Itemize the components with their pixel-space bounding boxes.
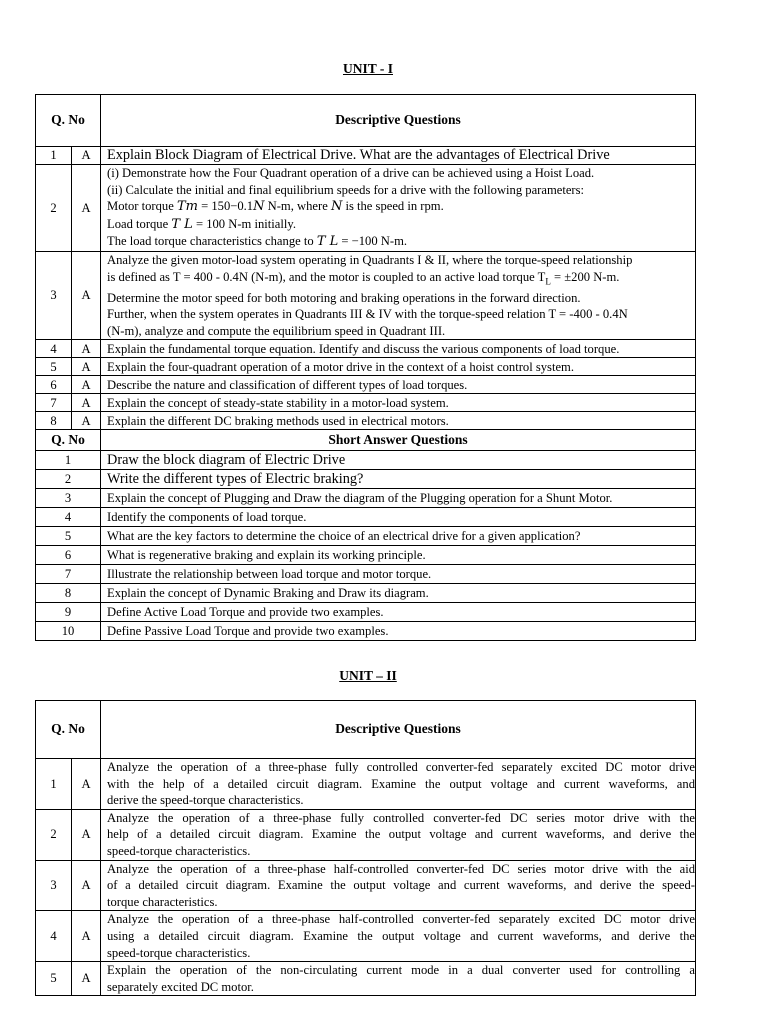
question-number: 1 — [36, 451, 101, 470]
table-row — [36, 165, 696, 252]
question-line: torque characteristics. — [107, 894, 218, 909]
table-row — [36, 622, 696, 641]
table-row — [36, 394, 696, 412]
table-row — [36, 584, 696, 603]
text-run: The load torque characteristics change to — [107, 234, 317, 249]
question-number: 8 — [36, 412, 72, 430]
table-row — [36, 340, 696, 358]
question-number: 5 — [36, 358, 72, 376]
question-text: Explain Block Diagram of Electrical Drive. What are the advantages of Electrical Drive — [101, 147, 696, 165]
question-line: Analyze the operation of a three-phase half-controlled converter-fed DC series motor drive with the aid — [107, 861, 695, 876]
question-level: A — [72, 147, 101, 165]
question-text: Describe the nature and classification of different types of load torques. — [101, 376, 696, 394]
table-row — [36, 470, 696, 489]
unit-1-question-table — [35, 94, 696, 641]
table-row — [36, 911, 696, 962]
text-run: = −100 N-m. — [338, 234, 408, 249]
question-level: A — [72, 962, 101, 996]
math-var: N — [330, 199, 343, 215]
question-number: 4 — [36, 340, 72, 358]
question-number: 3 — [36, 860, 72, 911]
question-text: Define Passive Load Torque and provide two examples. — [101, 622, 696, 641]
question-number: 2 — [36, 809, 72, 860]
question-text: Explain the different DC braking methods used in electrical motors. — [101, 412, 696, 430]
question-line: Analyze the operation of a three-phase half-controlled converter-fed separately excited DC motor drive — [107, 912, 695, 927]
question-level: A — [72, 860, 101, 911]
question-number: 1 — [36, 147, 72, 165]
table-row — [36, 508, 696, 527]
table-header-row — [36, 95, 696, 147]
table-row — [36, 451, 696, 470]
question-text: Explain the concept of Plugging and Draw the diagram of the Plugging operation for a Shunt Motor. — [101, 489, 696, 508]
question-level: A — [72, 759, 101, 810]
question-line: with the help of a detailed circuit diagram. Examine the output voltage and current waveforms, and — [107, 776, 695, 791]
math-var: Tm — [176, 199, 198, 215]
table-row — [36, 147, 696, 165]
question-level: A — [72, 376, 101, 394]
table-row — [36, 759, 696, 810]
question-number: 6 — [36, 546, 101, 565]
text-run: Load torque — [107, 216, 172, 231]
question-number: 6 — [36, 376, 72, 394]
question-number: 3 — [36, 489, 101, 508]
question-number: 8 — [36, 584, 101, 603]
descriptive-header: Descriptive Questions — [101, 701, 696, 759]
question-level: A — [72, 165, 101, 252]
question-line: Further, when the system operates in Quadrants III & IV with the torque-speed relation T = -400 - 0.4N — [107, 307, 628, 322]
qno-header: Q. No — [36, 430, 101, 451]
question-text: Explain the four-quadrant operation of a motor drive in the context of a hoist control system. — [101, 358, 696, 376]
question-line: of a detailed circuit diagram. Examine the output voltage and current waveforms, and derive the speed- — [107, 878, 695, 893]
question-number: 4 — [36, 508, 101, 527]
question-level: A — [72, 911, 101, 962]
unit-2-title: UNIT – II — [339, 668, 397, 683]
text-run: N-m, where — [264, 199, 331, 214]
text-run: = 100 N-m initially. — [192, 216, 296, 231]
table-row — [36, 376, 696, 394]
question-line: speed-torque characteristics. — [107, 945, 251, 960]
math-var: N — [253, 199, 265, 215]
question-text: Draw the block diagram of Electric Drive — [101, 451, 696, 470]
qno-header: Q. No — [36, 701, 101, 759]
question-line — [107, 216, 695, 234]
question-number: 7 — [36, 394, 72, 412]
text-run: is defined as T = 400 - 0.4N (N-m), and the motor is coupled to an active load torque T — [107, 269, 546, 284]
question-level: A — [72, 358, 101, 376]
question-text: Define Active Load Torque and provide two examples. — [101, 603, 696, 622]
question-text: Explain the concept of steady-state stability in a motor-load system. — [101, 394, 696, 412]
question-text — [101, 809, 696, 860]
question-line: using a detailed circuit diagram. Examine the output voltage and current waveforms, and derive the — [107, 928, 695, 943]
question-number: 9 — [36, 603, 101, 622]
table-row — [36, 489, 696, 508]
question-level: A — [72, 809, 101, 860]
question-line — [107, 198, 695, 216]
question-line: help of a detailed circuit diagram. Examine the output voltage and current waveforms, and derive the — [107, 827, 695, 842]
table-row — [36, 860, 696, 911]
question-line: (N-m), analyze and compute the equilibrium speed in Quadrant III. — [107, 323, 446, 338]
question-line — [107, 269, 695, 290]
question-line: Determine the motor speed for both motoring and braking operations in the forward direction. — [107, 290, 581, 305]
question-text — [101, 911, 696, 962]
table-row — [36, 809, 696, 860]
table-row — [36, 565, 696, 584]
question-level: A — [72, 394, 101, 412]
question-line: separately excited DC motor. — [107, 979, 254, 994]
question-text — [101, 759, 696, 810]
question-line: Analyze the operation of a three-phase fully controlled converter-fed separately excited DC motor drive — [107, 760, 695, 774]
question-line — [107, 233, 695, 251]
question-text — [101, 962, 696, 996]
subscript: L — [545, 276, 551, 287]
descriptive-header: Descriptive Questions — [101, 95, 696, 147]
question-text — [101, 860, 696, 911]
table-row — [36, 527, 696, 546]
question-line: Explain the operation of the non-circulating current mode in a dual converter used for controlling a — [107, 963, 695, 978]
question-line: speed-torque characteristics. — [107, 843, 251, 858]
math-var: T L — [316, 234, 339, 250]
question-line: (ii) Calculate the initial and final equilibrium speeds for a drive with the following parameters: — [107, 182, 585, 197]
question-number: 5 — [36, 962, 72, 996]
question-number: 3 — [36, 251, 72, 339]
question-number: 7 — [36, 565, 101, 584]
table-row — [36, 603, 696, 622]
question-line: derive the speed-torque characteristics. — [107, 793, 304, 808]
table-row — [36, 962, 696, 996]
question-level: A — [72, 340, 101, 358]
text-run: is the speed in rpm. — [342, 199, 444, 214]
text-run: Motor torque — [107, 199, 177, 214]
question-text: Illustrate the relationship between load torque and motor torque. — [101, 565, 696, 584]
question-number: 2 — [36, 470, 101, 489]
question-level: A — [72, 251, 101, 339]
short-answer-header: Short Answer Questions — [101, 430, 696, 451]
text-run: = ±200 N-m. — [550, 269, 620, 284]
question-text: What is regenerative braking and explain its working principle. — [101, 546, 696, 565]
question-number: 2 — [36, 165, 72, 252]
question-text: Explain the concept of Dynamic Braking and Draw its diagram. — [101, 584, 696, 603]
question-number: 4 — [36, 911, 72, 962]
table-row — [36, 412, 696, 430]
question-number: 5 — [36, 527, 101, 546]
table-row — [36, 251, 696, 339]
question-line: (i) Demonstrate how the Four Quadrant operation of a drive can be achieved using a Hoist Load. — [107, 166, 595, 180]
question-level: A — [72, 412, 101, 430]
short-answer-header-row — [36, 430, 696, 451]
table-row — [36, 546, 696, 565]
question-line: Analyze the operation of a three-phase fully controlled converter-fed DC series motor drive with the — [107, 810, 695, 825]
question-text: Explain the fundamental torque equation. Identify and discuss the various components of load torque. — [101, 340, 696, 358]
question-number: 1 — [36, 759, 72, 810]
question-line: Analyze the given motor-load system operating in Quadrants I & II, where the torque-speed relationship — [107, 252, 633, 267]
table-header-row — [36, 701, 696, 759]
question-text — [101, 251, 696, 339]
table-row — [36, 358, 696, 376]
question-text: Identify the components of load torque. — [101, 508, 696, 527]
question-text: What are the key factors to determine the choice of an electrical drive for a given application? — [101, 527, 696, 546]
question-number: 10 — [36, 622, 101, 641]
question-text: Write the different types of Electric braking? — [101, 470, 696, 489]
math-var: T L — [171, 216, 193, 232]
text-run: = 150−0.1 — [197, 199, 254, 214]
qno-header: Q. No — [36, 95, 101, 147]
unit-1-title: UNIT - I — [342, 61, 393, 76]
question-text — [101, 165, 696, 252]
unit-2-question-table — [35, 700, 696, 996]
